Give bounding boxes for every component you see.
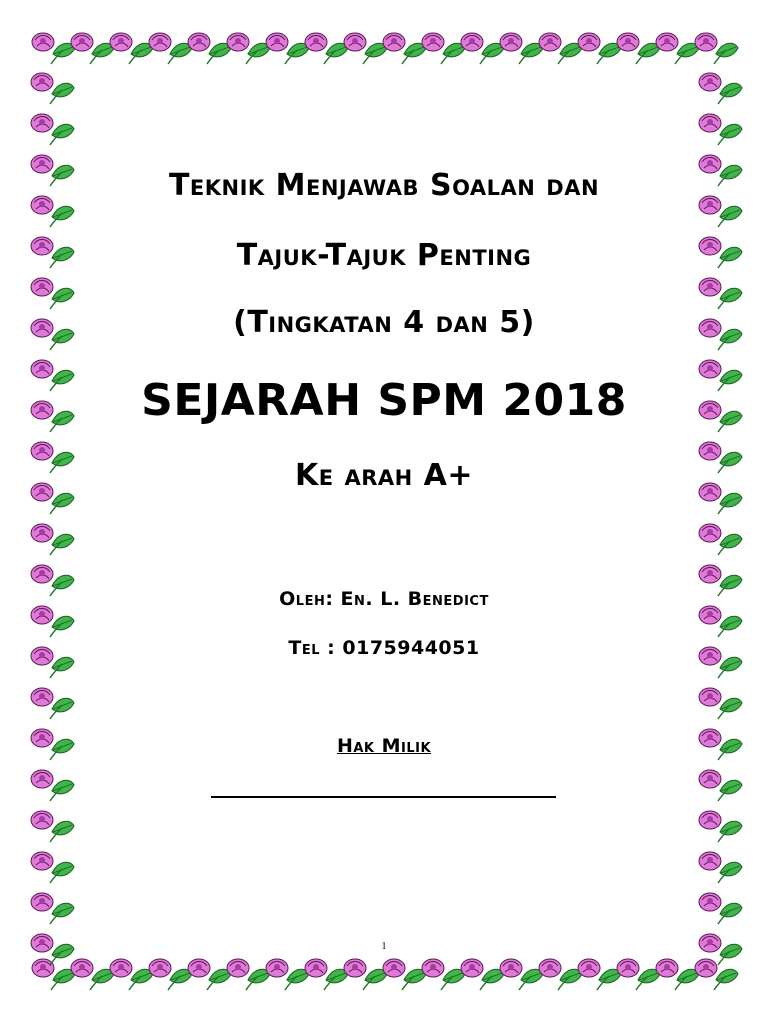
border-top-row [32, 33, 738, 64]
rose-icon [188, 959, 231, 990]
rose-icon [578, 33, 621, 64]
rose-icon [699, 688, 742, 719]
rose-icon [699, 114, 742, 145]
rose-icon [383, 33, 426, 64]
rose-icon [656, 33, 699, 64]
rose-icon [305, 33, 348, 64]
rose-icon [344, 33, 387, 64]
rose-icon [461, 33, 504, 64]
title-line-3: (Tingkatan 4 dan 5) [233, 305, 535, 340]
rose-icon [695, 959, 738, 990]
rose-icon [699, 893, 742, 924]
rose-icon [305, 959, 348, 990]
rose-icon [699, 73, 742, 104]
rose-icon [31, 524, 74, 555]
rose-icon [266, 33, 309, 64]
copyright-label: Hak Milik [336, 735, 432, 757]
rose-icon [699, 852, 742, 883]
page-number: 1 [381, 941, 387, 952]
rose-icon [31, 852, 74, 883]
rose-icon [617, 33, 660, 64]
rose-icon [617, 959, 660, 990]
rose-icon [539, 959, 582, 990]
title-line-1: Teknik Menjawab Soalan dan [168, 168, 600, 203]
rose-icon [695, 33, 738, 64]
rose-icon [110, 33, 153, 64]
rose-icon [461, 959, 504, 990]
rose-icon [699, 524, 742, 555]
rose-icon [31, 606, 74, 637]
rose-icon [149, 959, 192, 990]
author-line: Oleh: En. L. Benedict [279, 588, 489, 610]
rose-icon [699, 811, 742, 842]
main-title: SEJARAH SPM 2018 [141, 375, 627, 426]
rose-icon [71, 959, 114, 990]
signature-line [211, 796, 556, 798]
border-right-column [699, 73, 742, 965]
rose-icon [539, 33, 582, 64]
rose-icon [32, 959, 75, 990]
rose-icon [31, 770, 74, 801]
rose-icon [500, 33, 543, 64]
rose-icon [699, 770, 742, 801]
rose-icon [227, 959, 270, 990]
rose-icon [31, 811, 74, 842]
border-left-column [31, 73, 74, 965]
rose-icon [149, 33, 192, 64]
rose-icon [422, 33, 465, 64]
rose-icon [656, 959, 699, 990]
rose-icon [71, 33, 114, 64]
rose-icon [32, 33, 75, 64]
title-line-2: Tajuk-Tajuk Penting [236, 238, 532, 273]
phone-line: Tel : 0175944051 [288, 637, 480, 659]
rose-icon [31, 114, 74, 145]
rose-icon [383, 959, 426, 990]
rose-icon [266, 959, 309, 990]
rose-icon [344, 959, 387, 990]
subtitle: Ke arah A+ [294, 458, 474, 493]
rose-icon [500, 959, 543, 990]
rose-icon [31, 73, 74, 104]
rose-icon [422, 959, 465, 990]
rose-icon [699, 606, 742, 637]
rose-icon [578, 959, 621, 990]
border-bottom-row [32, 959, 738, 990]
rose-icon [188, 33, 231, 64]
rose-icon [31, 893, 74, 924]
rose-icon [110, 959, 153, 990]
rose-icon [31, 688, 74, 719]
rose-icon [227, 33, 270, 64]
